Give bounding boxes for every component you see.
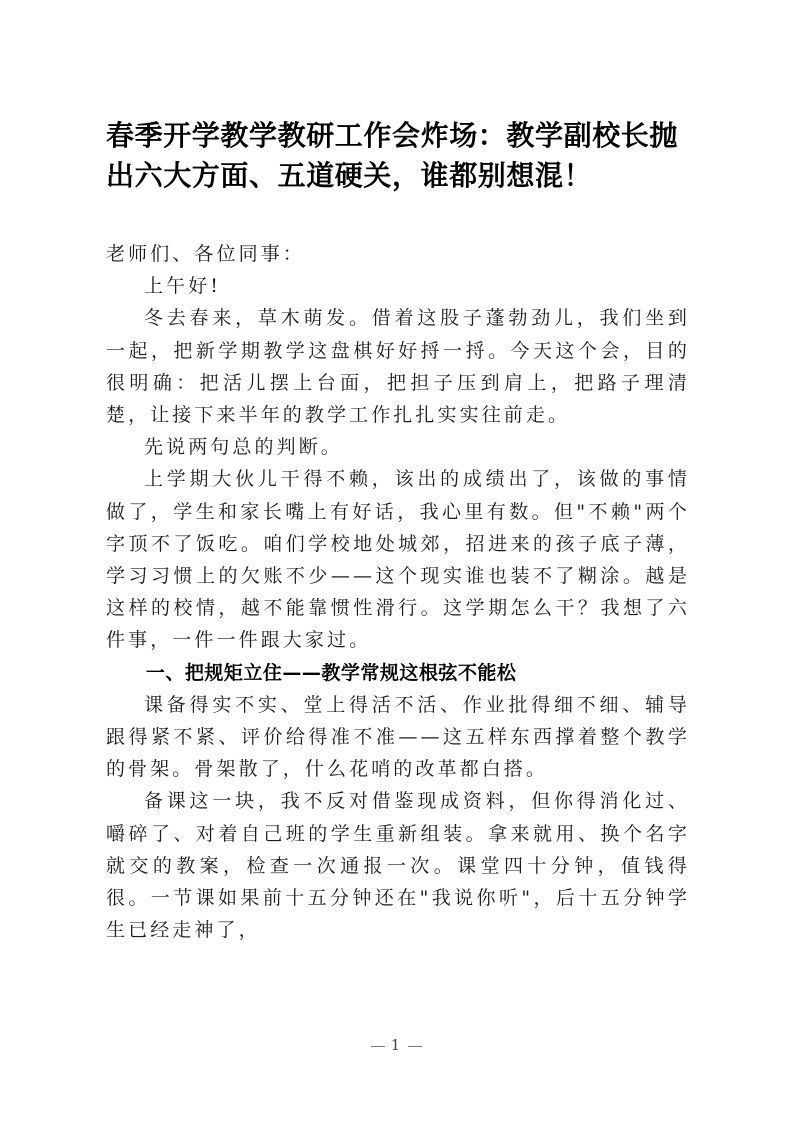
review-paragraph: 上学期大伙儿干得不赖，该出的成绩出了，该做的事情做了，学生和家长嘴上有好话，我心里有数。但"不赖"两个字顶不了饭吃。咱们学校地处城郊，招进来的孩子底子薄，学习习惯上的欠账不少——这个现实谁也装不了糊涂。越是这样的校情，越不能靠惯性滑行。这学期怎么干？我想了六件事，一件一件跟大家过。 <box>106 468 690 652</box>
judgment-paragraph: 先说两句总的判断。 <box>144 436 343 459</box>
section1-paragraph: 课备得实不实、堂上得活不活、作业批得细不细、辅导跟得紧不紧、评价给得准不准——这五样东西撑着整个教学的骨架。骨架散了，什么花哨的改革都白搭。 <box>106 693 690 781</box>
footer-dash-left <box>371 1046 385 1047</box>
footer-dash-right <box>408 1046 422 1047</box>
document-body <box>106 238 690 946</box>
page-number: 1 <box>390 1036 403 1054</box>
document-title: 春季开学教学教研工作会炸场：教学副校长抛出六大方面、五道硬关，谁都别想混！ <box>106 119 679 192</box>
salutation: 老师们、各位同事： <box>106 243 305 265</box>
greeting-paragraph: 上午好! <box>144 275 222 298</box>
intro-paragraph: 冬去春来，草木萌发。借着这股子蓬勃劲儿，我们坐到一起，把新学期教学这盘棋好好捋一捋。今天这个会，目的很明确：把活儿摆上台面，把担子压到肩上，把路子理清楚，让接下来半年的教学工作扎扎实实往前走。 <box>106 307 690 427</box>
section-heading-1: 一、把规矩立住——教学常规这根弦不能松 <box>145 661 517 684</box>
section1-paragraph: 备课这一块，我不反对借鉴现成资料，但你得消化过、嚼碎了、对着自己班的学生重新组装。拿来就用、换个名字就交的教案，检查一次通报一次。课堂四十分钟，值钱得很。一节课如果前十五分钟还在"我说你听"，后十五分钟学生已经走神了， <box>106 790 690 942</box>
page-footer <box>0 1036 793 1054</box>
